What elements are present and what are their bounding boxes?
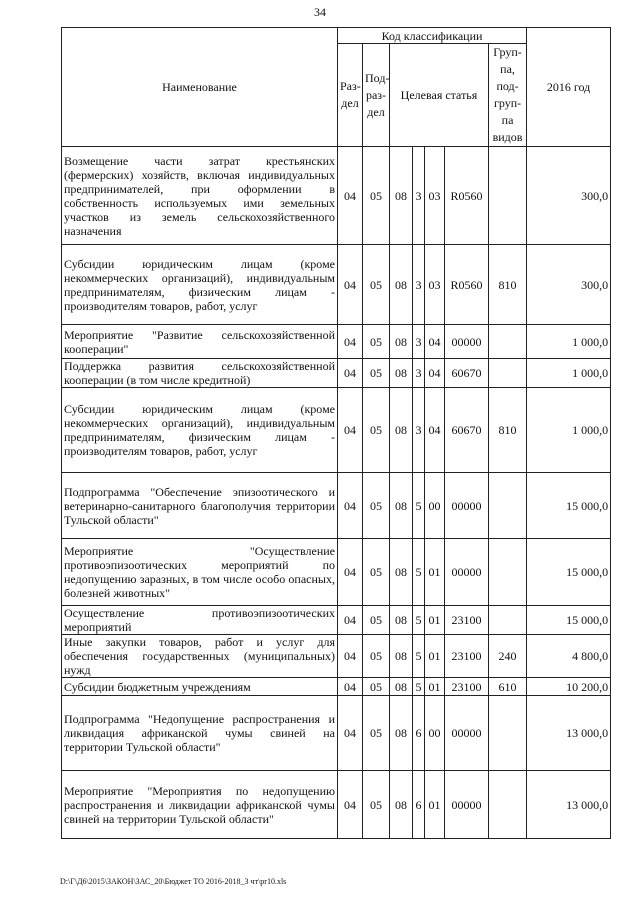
row-target-program: 08	[390, 147, 413, 245]
row-group: 240	[489, 635, 527, 678]
row-name: Подпрограмма "Обеспечение эпизоотического и ветеринарно-санитарного благополучия территории Тульской области"	[62, 473, 338, 539]
table-body	[62, 147, 611, 839]
row-target-direction: 23100	[445, 678, 489, 696]
footer-file-path: D:\Г\Д6\2015\ЗАКОН\ЗАС_20\Бюджет ТО 2016-2018_3 чт\pr10.xls	[60, 877, 287, 886]
row-target-program: 08	[390, 606, 413, 635]
row-podrazdel: 05	[363, 606, 390, 635]
row-amount: 15 000,0	[527, 606, 611, 635]
table-row	[62, 539, 611, 606]
row-target-direction: 00000	[445, 771, 489, 839]
row-group: 610	[489, 678, 527, 696]
row-name: Иные закупки товаров, работ и услуг для обеспечения государственных (муниципальных) нужд	[62, 635, 338, 678]
row-razdel: 04	[338, 678, 363, 696]
row-amount: 300,0	[527, 147, 611, 245]
row-amount: 300,0	[527, 245, 611, 325]
row-podrazdel: 05	[363, 678, 390, 696]
row-group	[489, 606, 527, 635]
row-razdel: 04	[338, 359, 363, 388]
budget-table	[61, 27, 611, 839]
row-target-subprogram: 5	[413, 473, 425, 539]
row-name: Подпрограмма "Недопущение распространения и ликвидация африканской чумы свиней на территории Тульской области"	[62, 696, 338, 771]
row-target-program: 08	[390, 473, 413, 539]
row-name: Мероприятие "Развитие сельскохозяйственной кооперации"	[62, 325, 338, 359]
row-target-subprogram: 3	[413, 388, 425, 473]
row-target-direction: 60670	[445, 388, 489, 473]
row-target-program: 08	[390, 245, 413, 325]
row-name: Субсидии юридическим лицам (кроме некоммерческих организаций), индивидуальным предпринимателям, физическим лицам - производителям товаров, работ, услуг	[62, 388, 338, 473]
row-target-event: 04	[425, 325, 445, 359]
row-razdel: 04	[338, 325, 363, 359]
row-target-subprogram: 6	[413, 696, 425, 771]
table-row	[62, 678, 611, 696]
row-target-subprogram: 5	[413, 678, 425, 696]
row-amount: 4 800,0	[527, 635, 611, 678]
row-target-program: 08	[390, 539, 413, 606]
table-row	[62, 606, 611, 635]
row-podrazdel: 05	[363, 325, 390, 359]
row-target-event: 01	[425, 678, 445, 696]
row-target-subprogram: 5	[413, 539, 425, 606]
row-target-subprogram: 3	[413, 325, 425, 359]
table-row	[62, 325, 611, 359]
row-amount: 1 000,0	[527, 359, 611, 388]
row-razdel: 04	[338, 473, 363, 539]
table-row	[62, 473, 611, 539]
row-target-event: 03	[425, 147, 445, 245]
row-amount: 1 000,0	[527, 388, 611, 473]
row-target-event: 04	[425, 359, 445, 388]
row-group: 810	[489, 245, 527, 325]
row-amount: 13 000,0	[527, 771, 611, 839]
row-target-direction: R0560	[445, 245, 489, 325]
header-group: Груп-па, под-груп-па видов	[489, 44, 527, 147]
row-target-direction: 00000	[445, 325, 489, 359]
row-podrazdel: 05	[363, 473, 390, 539]
row-podrazdel: 05	[363, 696, 390, 771]
row-target-event: 03	[425, 245, 445, 325]
row-name: Субсидии юридическим лицам (кроме некоммерческих организаций), индивидуальным предпринимателям, физическим лицам - производителям товаров, работ, услуг	[62, 245, 338, 325]
row-target-event: 00	[425, 473, 445, 539]
table-row	[62, 245, 611, 325]
row-amount: 13 000,0	[527, 696, 611, 771]
row-razdel: 04	[338, 147, 363, 245]
row-razdel: 04	[338, 539, 363, 606]
row-podrazdel: 05	[363, 539, 390, 606]
row-name: Поддержка развития сельскохозяйственной кооперации (в том числе кредитной)	[62, 359, 338, 388]
row-target-direction: 00000	[445, 696, 489, 771]
row-target-subprogram: 5	[413, 606, 425, 635]
row-target-subprogram: 3	[413, 245, 425, 325]
table-row	[62, 388, 611, 473]
row-name: Субсидии бюджетным учреждениям	[62, 678, 338, 696]
row-amount: 15 000,0	[527, 539, 611, 606]
header-name: Наименование	[62, 28, 338, 147]
table-row	[62, 696, 611, 771]
row-target-direction: 60670	[445, 359, 489, 388]
row-name: Мероприятие "Осуществление противоэпизоотических мероприятий по недопущению заразных, в том числе особо опасных, болезней животных"	[62, 539, 338, 606]
table-row	[62, 147, 611, 245]
row-target-program: 08	[390, 771, 413, 839]
row-target-event: 01	[425, 635, 445, 678]
table-row	[62, 359, 611, 388]
row-razdel: 04	[338, 245, 363, 325]
row-target-program: 08	[390, 678, 413, 696]
row-podrazdel: 05	[363, 359, 390, 388]
row-podrazdel: 05	[363, 771, 390, 839]
row-group	[489, 147, 527, 245]
header-razdel: Раз-дел	[338, 44, 363, 147]
row-target-program: 08	[390, 696, 413, 771]
row-target-direction: 00000	[445, 539, 489, 606]
header-podrazdel: Под-раз-дел	[363, 44, 390, 147]
row-target-program: 08	[390, 388, 413, 473]
row-target-event: 00	[425, 696, 445, 771]
row-target-event: 01	[425, 771, 445, 839]
header-year: 2016 год	[527, 28, 611, 147]
row-razdel: 04	[338, 635, 363, 678]
row-target-subprogram: 5	[413, 635, 425, 678]
row-target-event: 01	[425, 539, 445, 606]
row-target-direction: 23100	[445, 635, 489, 678]
table-row	[62, 635, 611, 678]
row-target-direction: 23100	[445, 606, 489, 635]
row-amount: 10 200,0	[527, 678, 611, 696]
row-podrazdel: 05	[363, 147, 390, 245]
row-amount: 1 000,0	[527, 325, 611, 359]
row-target-program: 08	[390, 635, 413, 678]
row-group	[489, 771, 527, 839]
row-target-event: 01	[425, 606, 445, 635]
row-podrazdel: 05	[363, 635, 390, 678]
row-group	[489, 473, 527, 539]
row-name: Осуществление противоэпизоотических мероприятий	[62, 606, 338, 635]
row-target-program: 08	[390, 325, 413, 359]
row-target-direction: R0560	[445, 147, 489, 245]
row-target-subprogram: 3	[413, 147, 425, 245]
row-amount: 15 000,0	[527, 473, 611, 539]
table-row	[62, 771, 611, 839]
row-group	[489, 359, 527, 388]
row-podrazdel: 05	[363, 388, 390, 473]
row-target-direction: 00000	[445, 473, 489, 539]
row-target-subprogram: 6	[413, 771, 425, 839]
row-target-event: 04	[425, 388, 445, 473]
row-name: Мероприятие "Мероприятия по недопущению распространения и ликвидации африканской чумы свиней на территории Тульской области"	[62, 771, 338, 839]
row-name: Возмещение части затрат крестьянских (фермерских) хозяйств, включая индивидуальных предпринимателей, при оформлении в собственность используемых ими земельных участков из земель сельскохозяйственного назначения	[62, 147, 338, 245]
row-razdel: 04	[338, 606, 363, 635]
row-group	[489, 325, 527, 359]
header-target: Целевая статья	[390, 44, 489, 147]
row-target-program: 08	[390, 359, 413, 388]
row-target-subprogram: 3	[413, 359, 425, 388]
row-razdel: 04	[338, 771, 363, 839]
row-group	[489, 539, 527, 606]
row-group	[489, 696, 527, 771]
row-razdel: 04	[338, 388, 363, 473]
row-razdel: 04	[338, 696, 363, 771]
header-code: Код классификации	[338, 28, 527, 44]
row-group: 810	[489, 388, 527, 473]
page-number: 34	[314, 5, 326, 19]
row-podrazdel: 05	[363, 245, 390, 325]
